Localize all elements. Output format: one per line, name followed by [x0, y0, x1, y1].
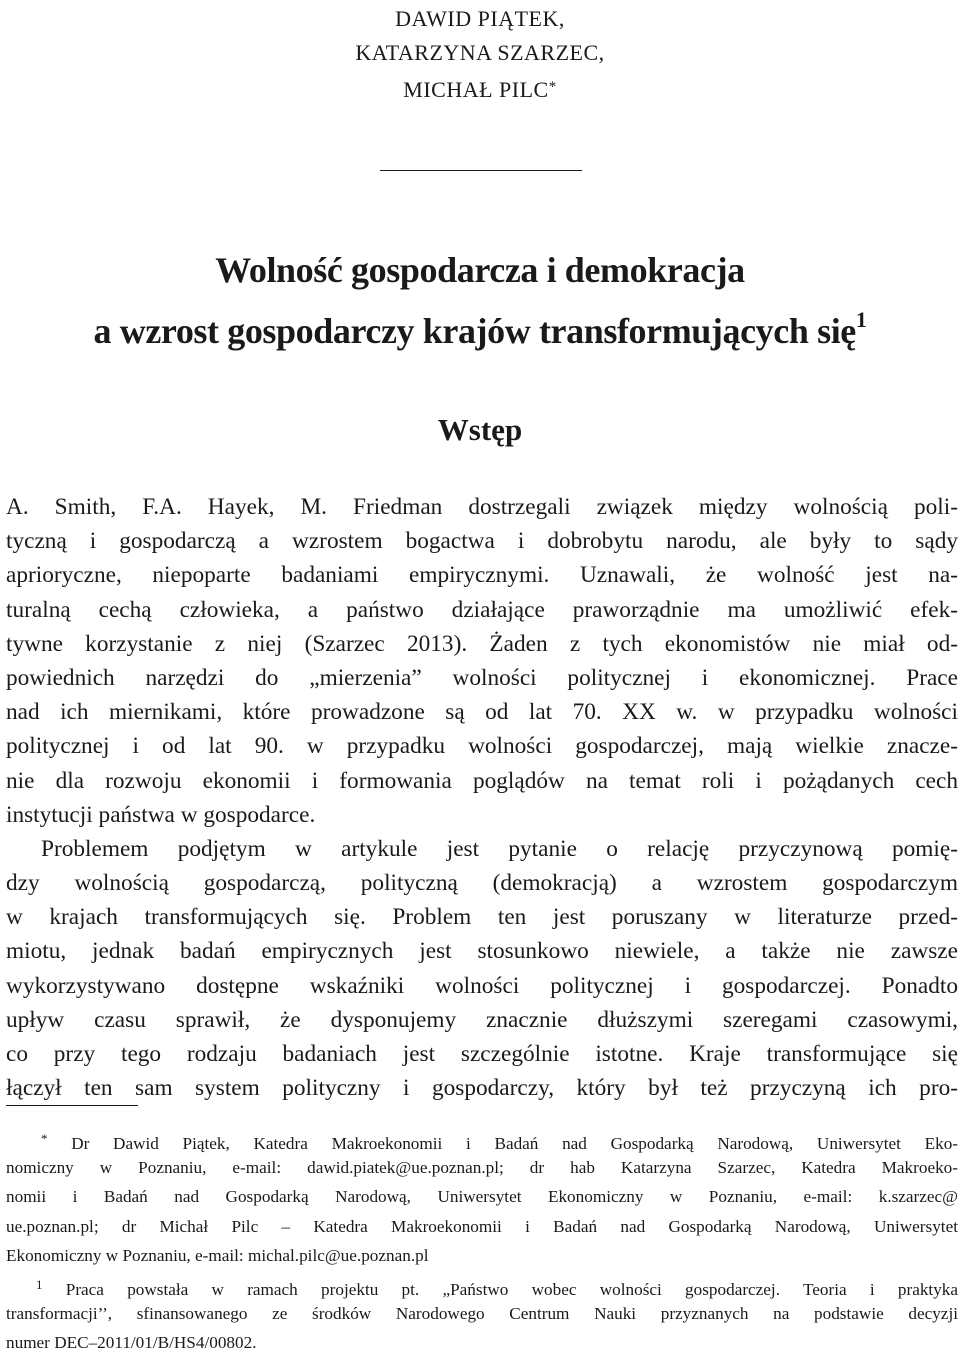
- section-heading: Wstęp: [437, 412, 523, 447]
- body-line: tywne korzystanie z niej (Szarzec 2013). Żaden z tych ekonomistów nie miał od-: [6, 630, 958, 657]
- author-name: [0, 70, 960, 107]
- article-title-line: Wolność gospodarcza i demokracja: [215, 250, 745, 290]
- footnote-line: numer DEC–2011/01/B/HS4/00802.: [6, 1333, 257, 1353]
- title-footnote-mark: 1: [855, 307, 867, 332]
- footnote-line: [6, 1124, 958, 1153]
- body-line: co przy tego rodzaju badaniach jest szczególnie istotne. Kraje transformujące się: [6, 1041, 958, 1067]
- body-line: nie dla rozwoju ekonomii i formowania poglądów na temat roli i pożądanych cech: [6, 767, 958, 794]
- footnote-line: Ekonomiczny w Poznaniu, e-mail: michal.pilc@ue.poznan.pl: [6, 1245, 429, 1265]
- author-name: DAWID PIĄTEK,: [395, 6, 565, 31]
- body-text: [6, 490, 958, 1105]
- footnote-text: Dr Dawid Piątek, Katedra Makroekonomii i Badań nad Gospodarką Narodową, Uniwersytet Eko-: [71, 1134, 958, 1153]
- footnote-mark: *: [41, 1131, 48, 1146]
- author-block: [0, 2, 960, 107]
- footnote-line: nomii i Badań nad Gospodarką Narodową, Uniwersytet Ekonomiczny w Poznaniu, e-mail: k.szarzec@: [6, 1187, 958, 1207]
- body-line: instytucji państwa w gospodarce.: [6, 801, 316, 828]
- body-line: miotu, jednak badań empirycznych jest stosunkowo niewiele, a także nie zawsze: [6, 938, 958, 965]
- body-line: w krajach transformujących się. Problem ten jest poruszany w literaturze przed-: [6, 904, 958, 931]
- author-name-text: MICHAŁ PILC: [403, 77, 549, 102]
- body-line: upływ czasu sprawił, że dysponujemy znacznie dłuższymi szeregami czasowymi,: [6, 1006, 958, 1033]
- title-separator-rule: [380, 170, 582, 171]
- footnote-mark: 1: [36, 1276, 43, 1292]
- article-title: [0, 246, 960, 356]
- body-line: turalną cechą człowieka, a państwo działające praworządnie ma umożliwić efek-: [6, 596, 958, 623]
- body-line: nad ich miernikami, które prowadzone są od lat 70. XX w. w przypadku wolności: [6, 699, 958, 726]
- author-note-mark: *: [548, 79, 557, 95]
- footnote-line: ue.poznan.pl; dr Michał Pilc – Katedra Makroekonomii i Badań nad Gospodarką Narodową, Uniwersytet: [6, 1216, 958, 1236]
- body-line-indented: Problemem podjętym w artykule jest pytanie o relację przyczynową pomię-: [41, 835, 958, 862]
- footnote-line: nomiczny w Poznaniu, e-mail: dawid.piatek@ue.poznan.pl; dr hab Katarzyna Szarzec, Katedra Makroeko-: [6, 1158, 958, 1178]
- body-line: aprioryczne, niepoparte badaniami empirycznymi. Uznawali, że wolność jest na-: [6, 562, 958, 589]
- author-name: KATARZYNA SZARZEC,: [355, 40, 605, 65]
- article-title-text: a wzrost gospodarczy krajów transformujących się: [93, 311, 856, 351]
- body-line: łączył ten sam system polityczny i gospodarczy, który był też przyczyną ich pro-: [6, 1075, 958, 1102]
- body-line: dzy wolnością gospodarczą, polityczną (demokracją) a wzrostem gospodarczym: [6, 870, 958, 897]
- body-line: powiednich narzędzi do „mierzenia” wolności politycznej i ekonomicznej. Prace: [6, 664, 958, 691]
- body-line: A. Smith, F.A. Hayek, M. Friedman dostrzegali związek między wolnością poli-: [6, 494, 958, 520]
- footnote-line: [6, 1270, 958, 1299]
- footnotes: [6, 1124, 958, 1358]
- body-line: tyczną i gospodarczą a wzrostem bogactwa i dobrobytu narodu, ale były to sądy: [6, 528, 958, 555]
- article-title-line: [0, 295, 960, 356]
- footnote-separator-rule: [6, 1105, 138, 1106]
- footnote-line: transformacji’’, sfinansowanego ze środków Narodowego Centrum Nauki przyznanych na podstawie decyzji: [6, 1304, 958, 1324]
- footnote-text: Praca powstała w ramach projektu pt. „Państwo wobec wolności gospodarczej. Teoria i praktyka: [65, 1279, 958, 1299]
- body-line: politycznej i od lat 90. w przypadku wolności gospodarczej, mają wielkie znacze-: [6, 733, 958, 760]
- body-line: wykorzystywano dostępne wskaźniki wolności politycznej i gospodarczej. Ponadto: [6, 972, 958, 999]
